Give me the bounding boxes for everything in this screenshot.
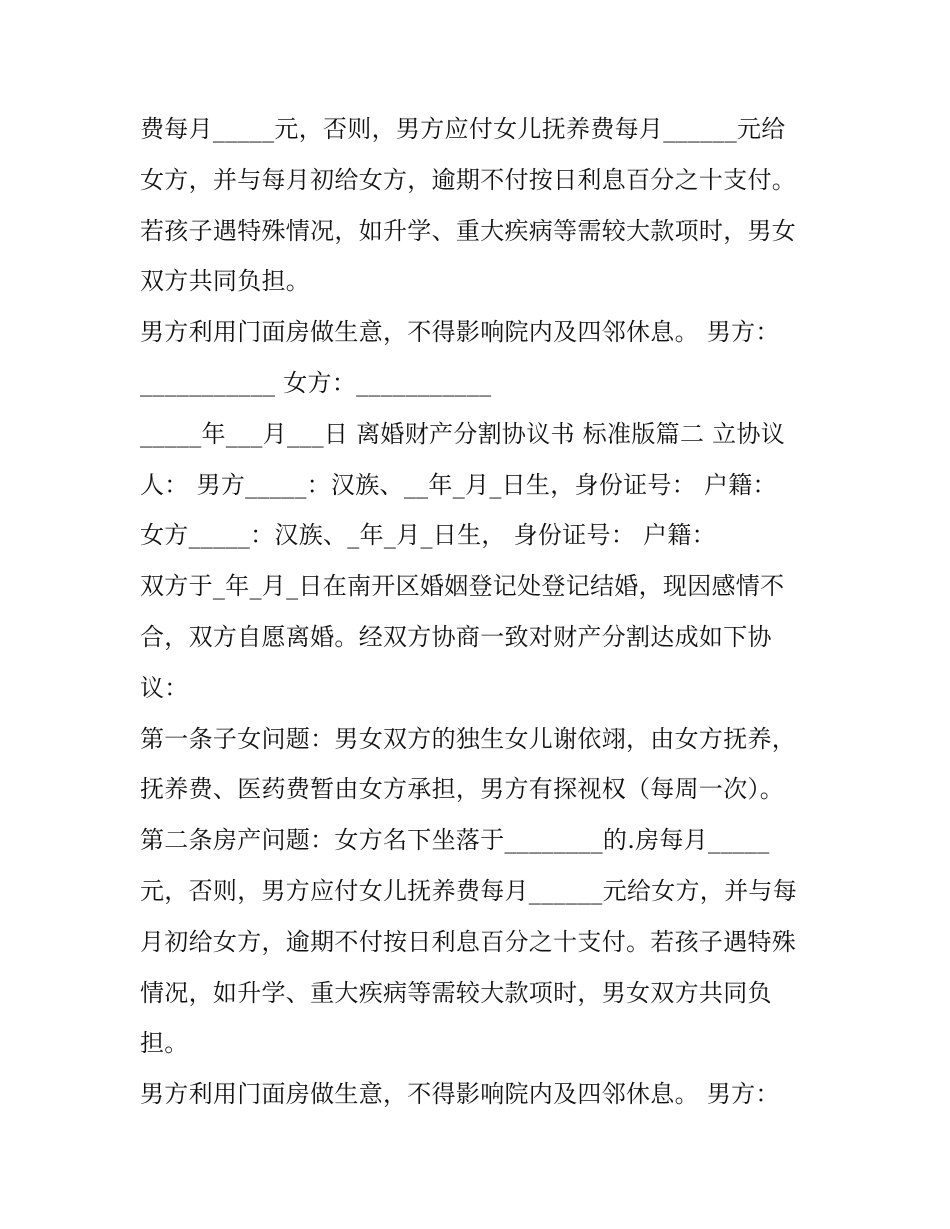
text-line: 男方利用门面房做生意，不得影响院内及四邻休息。 男方： [140,318,780,347]
text-line: 人： 男方_____：汉族、__年_月_日生，身份证号： 户籍： [140,470,777,499]
text-line: 若孩子遇特殊情况，如升学、重大疾病等需较大款项时，男女 [140,216,797,245]
text-line: 议： [140,673,189,702]
text-line: 双方共同负担。 [140,267,311,296]
text-line: 情况，如升学、重大疾病等需较大款项时，男女双方共同负 [140,978,772,1007]
text-line: 第二条房产问题：女方名下坐落于________的.房每月_____ [140,826,770,855]
text-line: 担。 [140,1029,189,1058]
text-line: 抚养费、医药费暂由女方承担，男方有探视权（每周一次）。 [140,775,785,804]
document-body [140,104,820,1120]
text-line: 月初给女方，逾期不付按日利息百分之十支付。若孩子遇特殊 [140,927,797,956]
signature-blanks-line: ___________ 女方：___________ [140,368,492,397]
text-line: 合，双方自愿离婚。经双方协商一致对财产分割达成如下协 [140,622,772,651]
text-line: 女方_____：汉族、_年_月_日生， 身份证号： 户籍： [140,521,716,550]
text-line: _____年___月___日 离婚财产分割协议书 标准版篇二 立协议 [140,419,786,448]
text-line: 男方利用门面房做生意，不得影响院内及四邻休息。 男方： [140,1080,780,1109]
text-line: 第一条子女问题：男女双方的独生女儿谢依翊，由女方抚养， [140,724,797,753]
text-line: 元，否则，男方应付女儿抚养费每月______元给女方，并与每 [140,876,797,905]
text-line: 女方，并与每月初给女方，逾期不付按日利息百分之十支付。 [140,165,797,194]
text-line: 费每月_____元，否则，男方应付女儿抚养费每月______元给 [140,115,786,143]
text-line: 双方于_年_月_日在南开区婚姻登记处登记结婚，现因感情不 [140,572,785,601]
